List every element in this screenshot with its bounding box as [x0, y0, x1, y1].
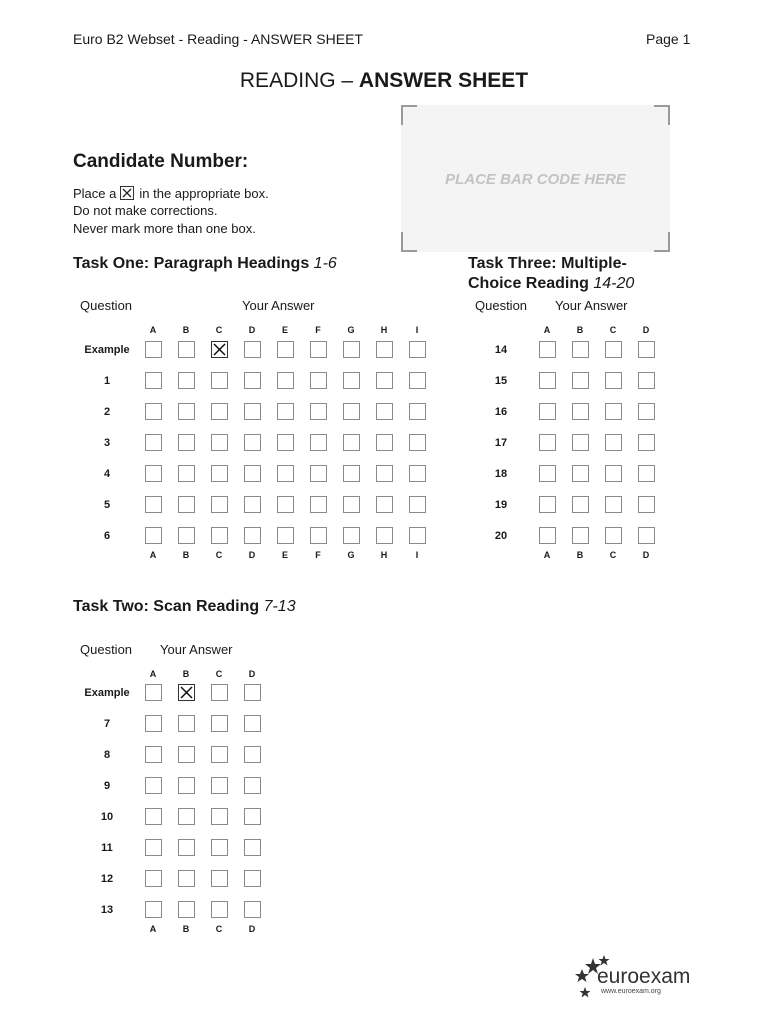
task2-answer-box[interactable]	[244, 870, 261, 887]
task1-row-label: 2	[103, 406, 111, 418]
task1-answer-box[interactable]	[277, 434, 294, 451]
task1-answer-box	[178, 341, 195, 358]
task1-column-letter-bottom: C	[215, 550, 223, 560]
task1-title-text: Task One: Paragraph Headings	[73, 255, 310, 272]
task1-answer-box[interactable]	[310, 372, 327, 389]
task2-row-label: 9	[103, 780, 111, 792]
task1-answer-box[interactable]	[277, 465, 294, 482]
task1-row-label: 1	[103, 375, 111, 387]
task1-column-letter-bottom: F	[315, 550, 321, 560]
task3-answer-box[interactable]	[572, 341, 589, 358]
task1-column-letter-top: G	[347, 325, 355, 335]
task3-column-letter-top: B	[576, 325, 584, 335]
task2-answer-box[interactable]	[244, 901, 261, 918]
instruction-text-before: Place a	[73, 186, 117, 201]
task1-row-label: 6	[103, 530, 111, 542]
task2-answer-box[interactable]	[211, 901, 228, 918]
task1-column-letter-top: C	[215, 325, 223, 335]
task1-answer-box[interactable]	[145, 434, 162, 451]
task1-answer-box[interactable]	[277, 496, 294, 513]
task1-answer-box[interactable]	[277, 527, 294, 544]
task3-column-letter-bottom: D	[642, 550, 650, 560]
barcode-corner-bottom-left	[401, 232, 417, 252]
task2-answer-box[interactable]	[145, 870, 162, 887]
task1-answer-box[interactable]	[409, 372, 426, 389]
task1-answer-box[interactable]	[343, 496, 360, 513]
task1-answer-box[interactable]	[145, 527, 162, 544]
task3-answer-box[interactable]	[539, 465, 556, 482]
task1-column-letter-bottom: A	[149, 550, 157, 560]
task3-answer-box[interactable]	[572, 372, 589, 389]
euroexam-logo-text: euroexam	[597, 965, 691, 988]
task1-column-letter-top: I	[415, 325, 419, 335]
task1-column-letter-bottom: E	[281, 550, 288, 560]
task3-column-letter-bottom: A	[543, 550, 551, 560]
task1-answer-label: Your Answer	[242, 298, 315, 313]
task3-column-letter-top: D	[642, 325, 650, 335]
task3-range: 14-20	[593, 275, 635, 292]
task3-answer-box[interactable]	[572, 527, 589, 544]
task2-answer-box[interactable]	[244, 746, 261, 763]
task3-column-letter-top: A	[543, 325, 551, 335]
task1-answer-box[interactable]	[310, 496, 327, 513]
task1-question-label: Question	[80, 298, 133, 313]
task1-answer-box	[310, 341, 327, 358]
task1-answer-box[interactable]	[178, 527, 195, 544]
task3-answer-box[interactable]	[539, 341, 556, 358]
task1-answer-box[interactable]	[211, 527, 228, 544]
task2-answer-box	[178, 684, 195, 701]
task2-answer-box[interactable]	[178, 839, 195, 856]
task3-row-label: 18	[494, 468, 508, 480]
task2-answer-box[interactable]	[178, 808, 195, 825]
task2-answer-box	[145, 684, 162, 701]
task2-answer-box[interactable]	[211, 870, 228, 887]
task2-row-label: Example	[84, 687, 130, 699]
task3-answer-box[interactable]	[638, 465, 655, 482]
task3-answer-box[interactable]	[638, 403, 655, 420]
task2-row-label: 13	[100, 904, 114, 916]
task1-column-letter-bottom: I	[415, 550, 419, 560]
task1-answer-box	[244, 341, 261, 358]
task2-question-label: Question	[80, 642, 133, 657]
task1-answer-box[interactable]	[376, 465, 393, 482]
task1-answer-box	[277, 341, 294, 358]
task1-answer-box	[376, 341, 393, 358]
task1-answer-box[interactable]	[145, 403, 162, 420]
task1-answer-box[interactable]	[343, 465, 360, 482]
task3-answer-box[interactable]	[605, 496, 622, 513]
task2-row-label: 7	[103, 718, 111, 730]
task3-answer-box[interactable]	[605, 527, 622, 544]
task2-answer-box[interactable]	[178, 870, 195, 887]
task1-answer-box	[145, 341, 162, 358]
task1-column-letter-top: F	[315, 325, 321, 335]
task3-answer-box[interactable]	[605, 372, 622, 389]
task1-row-label: 5	[103, 499, 111, 511]
task1-column-letter-top: E	[281, 325, 288, 335]
task3-answer-box[interactable]	[638, 341, 655, 358]
task1-answer-box[interactable]	[244, 434, 261, 451]
task3-answer-box[interactable]	[605, 403, 622, 420]
task1-answer-box[interactable]	[310, 465, 327, 482]
page-header-title: Euro B2 Webset - Reading - ANSWER SHEET	[73, 31, 363, 47]
task1-answer-box[interactable]	[145, 465, 162, 482]
task1-answer-box[interactable]	[376, 403, 393, 420]
title-prefix: READING –	[239, 69, 359, 92]
task1-answer-box[interactable]	[211, 403, 228, 420]
task2-column-letter-bottom: D	[248, 924, 256, 934]
task1-column-letter-top: A	[149, 325, 157, 335]
cross-mark-icon	[179, 685, 194, 700]
task3-answer-box[interactable]	[572, 465, 589, 482]
task1-answer-box[interactable]	[343, 434, 360, 451]
task1-column-letter-top: D	[248, 325, 256, 335]
task1-column-letter-bottom: D	[248, 550, 256, 560]
task1-answer-box[interactable]	[244, 527, 261, 544]
task2-answer-box[interactable]	[244, 808, 261, 825]
task3-question-label: Question	[475, 298, 528, 313]
instruction-place-mark	[73, 186, 269, 201]
task2-answer-box[interactable]	[145, 746, 162, 763]
instruction-no-corrections: Do not make corrections.	[73, 203, 218, 218]
task2-answer-box	[211, 684, 228, 701]
task3-answer-box[interactable]	[539, 496, 556, 513]
task1-answer-box[interactable]	[376, 496, 393, 513]
task1-answer-box[interactable]	[277, 372, 294, 389]
task2-row-label: 12	[100, 873, 114, 885]
task3-answer-label: Your Answer	[555, 298, 628, 313]
cross-mark-icon	[212, 342, 227, 357]
task1-column-letter-bottom: H	[380, 550, 388, 560]
task1-answer-box[interactable]	[145, 372, 162, 389]
task2-answer-box[interactable]	[244, 839, 261, 856]
task2-row-label: 11	[101, 842, 113, 854]
task3-answer-box[interactable]	[572, 403, 589, 420]
task1-answer-box[interactable]	[211, 496, 228, 513]
task1-answer-box[interactable]	[409, 434, 426, 451]
task1-answer-box[interactable]	[244, 403, 261, 420]
barcode-area	[401, 105, 670, 252]
task1-answer-box	[343, 341, 360, 358]
task3-column-letter-bottom: C	[609, 550, 617, 560]
barcode-corner-top-left	[401, 105, 417, 125]
task3-row-label: 20	[494, 530, 508, 542]
euroexam-logo-url: www.euroexam.org	[601, 988, 661, 995]
task1-title	[73, 255, 337, 273]
barcode-corner-bottom-right	[654, 232, 670, 252]
task1-answer-box[interactable]	[343, 372, 360, 389]
task1-answer-box[interactable]	[244, 372, 261, 389]
task3-answer-box[interactable]	[605, 341, 622, 358]
task2-column-letter-bottom: C	[215, 924, 223, 934]
task1-answer-box[interactable]	[277, 403, 294, 420]
task1-answer-box[interactable]	[244, 465, 261, 482]
page-title	[0, 69, 768, 93]
task1-column-letter-top: H	[380, 325, 388, 335]
task2-answer-box[interactable]	[244, 777, 261, 794]
task3-answer-box[interactable]	[638, 434, 655, 451]
task3-answer-box[interactable]	[572, 496, 589, 513]
task2-column-letter-top: D	[248, 669, 256, 679]
task2-column-letter-top: C	[215, 669, 223, 679]
task2-answer-box[interactable]	[145, 839, 162, 856]
task2-answer-box[interactable]	[178, 746, 195, 763]
task1-row-label: 4	[103, 468, 111, 480]
title-bold: ANSWER SHEET	[358, 69, 529, 92]
task3-answer-box[interactable]	[638, 496, 655, 513]
crossed-box-icon	[120, 186, 134, 200]
task2-column-letter-bottom: A	[149, 924, 157, 934]
task2-answer-box[interactable]	[145, 901, 162, 918]
task1-answer-box[interactable]	[211, 465, 228, 482]
task1-answer-box[interactable]	[244, 496, 261, 513]
task2-answer-label: Your Answer	[160, 642, 233, 657]
task1-answer-box[interactable]	[178, 403, 195, 420]
task1-answer-box[interactable]	[376, 527, 393, 544]
task2-row-label: 10	[100, 811, 114, 823]
task2-answer-box[interactable]	[211, 715, 228, 732]
task1-row-label: 3	[103, 437, 111, 449]
task1-answer-box	[211, 341, 228, 358]
task2-row-label: 8	[103, 749, 111, 761]
task3-row-label: 15	[494, 375, 508, 387]
task1-answer-box[interactable]	[178, 496, 195, 513]
task1-column-letter-bottom: G	[347, 550, 355, 560]
task3-row-label: 19	[494, 499, 508, 511]
task2-answer-box[interactable]	[145, 715, 162, 732]
task1-answer-box	[409, 341, 426, 358]
instruction-one-box: Never mark more than one box.	[73, 221, 256, 236]
task2-answer-box	[244, 684, 261, 701]
task2-answer-box[interactable]	[244, 715, 261, 732]
task3-title-line1: Task Three: Multiple-	[468, 255, 627, 272]
task1-answer-box[interactable]	[178, 372, 195, 389]
instruction-text-after: in the appropriate box.	[139, 186, 269, 201]
task1-answer-box[interactable]	[409, 496, 426, 513]
task1-answer-box[interactable]	[178, 465, 195, 482]
task3-answer-box[interactable]	[638, 527, 655, 544]
task1-answer-box[interactable]	[409, 403, 426, 420]
task2-column-letter-bottom: B	[182, 924, 190, 934]
task2-column-letter-top: B	[182, 669, 190, 679]
task1-answer-box[interactable]	[376, 434, 393, 451]
task1-range: 1-6	[313, 255, 337, 272]
task2-answer-box[interactable]	[178, 715, 195, 732]
task2-answer-box[interactable]	[211, 839, 228, 856]
task3-answer-box[interactable]	[605, 434, 622, 451]
task1-answer-box[interactable]	[343, 527, 360, 544]
barcode-corner-top-right	[654, 105, 670, 125]
task3-row-label: 14	[494, 344, 508, 356]
task3-column-letter-bottom: B	[576, 550, 584, 560]
task2-title	[73, 598, 296, 616]
task3-answer-box[interactable]	[638, 372, 655, 389]
task1-column-letter-top: B	[182, 325, 190, 335]
task2-answer-box[interactable]	[145, 777, 162, 794]
task3-answer-box[interactable]	[539, 434, 556, 451]
task1-answer-box[interactable]	[178, 434, 195, 451]
task1-column-letter-bottom: B	[182, 550, 190, 560]
task2-answer-box[interactable]	[211, 746, 228, 763]
task3-answer-box[interactable]	[605, 465, 622, 482]
task1-answer-box[interactable]	[409, 465, 426, 482]
task3-row-label: 17	[494, 437, 508, 449]
candidate-number-heading: Candidate Number:	[73, 151, 249, 172]
task1-answer-box[interactable]	[145, 496, 162, 513]
task1-answer-box[interactable]	[310, 434, 327, 451]
task3-answer-box[interactable]	[572, 434, 589, 451]
barcode-placeholder-text: PLACE BAR CODE HERE	[445, 171, 626, 188]
task1-answer-box[interactable]	[376, 372, 393, 389]
task3-answer-box[interactable]	[539, 403, 556, 420]
task1-answer-box[interactable]	[211, 434, 228, 451]
task2-title-text: Task Two: Scan Reading	[73, 598, 260, 615]
task2-range: 7-13	[263, 598, 296, 615]
task1-answer-box[interactable]	[310, 527, 327, 544]
task2-answer-box[interactable]	[145, 808, 162, 825]
task3-title-text: Choice Reading	[468, 275, 589, 292]
task3-answer-box[interactable]	[539, 372, 556, 389]
task3-answer-box[interactable]	[539, 527, 556, 544]
task2-answer-box[interactable]	[211, 808, 228, 825]
task1-answer-box[interactable]	[343, 403, 360, 420]
task3-row-label: 16	[494, 406, 508, 418]
task1-answer-box[interactable]	[310, 403, 327, 420]
task3-title-line2	[468, 275, 634, 293]
task2-column-letter-top: A	[149, 669, 157, 679]
page-number: Page 1	[646, 31, 691, 47]
task2-answer-box[interactable]	[211, 777, 228, 794]
task2-answer-box[interactable]	[178, 901, 195, 918]
task2-answer-box[interactable]	[178, 777, 195, 794]
task1-answer-box[interactable]	[409, 527, 426, 544]
task1-answer-box[interactable]	[211, 372, 228, 389]
task1-row-label: Example	[84, 344, 130, 356]
task3-column-letter-top: C	[609, 325, 617, 335]
